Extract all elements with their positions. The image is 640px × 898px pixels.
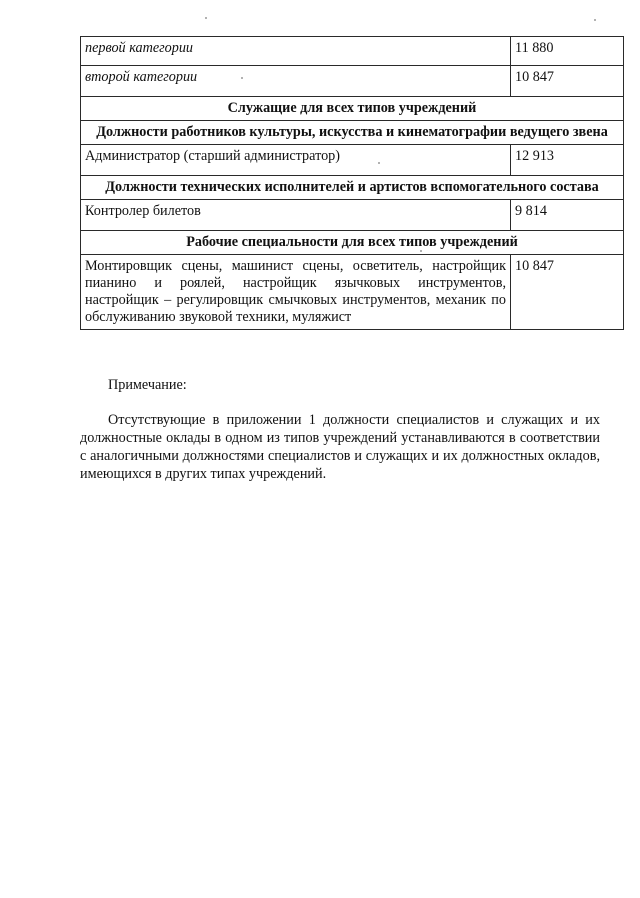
salary-value-cell: 12 913	[511, 145, 624, 176]
table-row	[81, 255, 624, 330]
section-heading: Рабочие специальности для всех типов учреждений	[81, 231, 624, 255]
table-row	[81, 37, 624, 66]
table-row	[81, 66, 624, 97]
position-name-cell: Администратор (старший администратор)	[81, 145, 511, 176]
position-name-cell: Контролер билетов	[81, 200, 511, 231]
position-name-cell: Монтировщик сцены, машинист сцены, осветитель, настройщик пианино и роялей, настройщик язычковых инструментов, настройщик – регулировщик смычковых инструментов, механик по обслуживанию звуковой техники, муляжист	[81, 255, 511, 330]
section-heading-row	[81, 121, 624, 145]
note-body: Отсутствующие в приложении 1 должности специалистов и служащих и их должностные оклады в одном из типов учреждений устанавливаются в соответствии с аналогичными должностями специалистов и служащих и их должностных окладов, имеющихся в других типах учреждений.	[80, 412, 600, 482]
salary-value-cell: 9 814	[511, 200, 624, 231]
position-name-cell: первой категории	[81, 37, 511, 66]
position-name-cell: второй категории	[81, 66, 511, 97]
section-heading-row	[81, 231, 624, 255]
salary-value-cell: 10 847	[511, 255, 624, 330]
table-row	[81, 200, 624, 231]
salary-value-cell: 10 847	[511, 66, 624, 97]
scan-speck	[205, 17, 207, 19]
salary-table	[80, 36, 624, 330]
scan-speck	[378, 162, 380, 164]
section-heading-row	[81, 176, 624, 200]
scan-speck	[241, 77, 243, 79]
section-heading: Должности технических исполнителей и артистов вспомогательного состава	[81, 176, 624, 200]
table-row	[81, 145, 624, 176]
section-heading-row	[81, 97, 624, 121]
note-title: Примечание:	[108, 377, 187, 393]
section-heading: Должности работников культуры, искусства и кинематографии ведущего звена	[81, 121, 624, 145]
scan-speck	[594, 19, 596, 21]
salary-value-cell: 11 880	[511, 37, 624, 66]
section-heading: Служащие для всех типов учреждений	[81, 97, 624, 121]
scan-speck	[420, 250, 422, 252]
